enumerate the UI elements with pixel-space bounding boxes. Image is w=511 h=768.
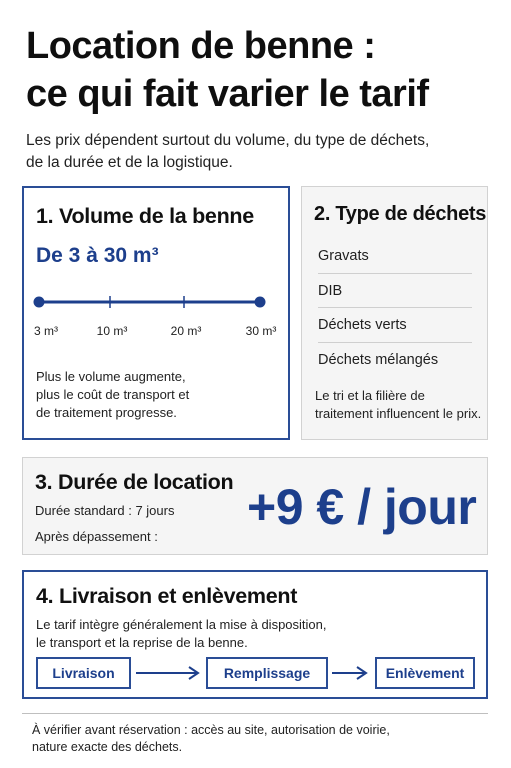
delivery-heading: 4. Livraison et enlèvement [36, 584, 298, 608]
step-remplissage: Remplissage [206, 657, 328, 689]
volume-heading: 1. Volume de la benne [36, 204, 254, 228]
waste-list [318, 239, 472, 377]
volume-scale-label-30: 30 m³ [245, 324, 277, 338]
duration-standard: Durée standard : 7 jours [35, 503, 175, 518]
volume-scale-label-3: 3 m³ [34, 324, 58, 338]
footer-note [32, 722, 390, 756]
waste-description [315, 387, 481, 423]
footer-note-line-1: À vérifier avant réservation : accès au site, autorisation de voirie, [32, 723, 390, 737]
duration-price: +9 € / jour [247, 479, 477, 535]
duration-overrun: Après dépassement : [35, 529, 158, 544]
delivery-description-line-1: Le tarif intègre généralement la mise à disposition, [36, 617, 327, 632]
duration-card [22, 457, 488, 555]
waste-item-dechets-verts: Déchets verts [318, 308, 472, 343]
volume-scale-end-dot [255, 297, 266, 308]
delivery-card [22, 570, 488, 699]
arrow-right-icon [330, 664, 372, 682]
volume-card [22, 186, 290, 440]
waste-heading: 2. Type de déchets [314, 203, 487, 225]
volume-range: De 3 à 30 m³ [36, 244, 159, 267]
volume-scale [24, 288, 288, 338]
waste-item-dib: DIB [318, 274, 472, 309]
page-title [26, 22, 496, 118]
volume-description-line-2: plus le coût de transport et [36, 387, 190, 402]
step-livraison: Livraison [36, 657, 131, 689]
volume-description-line-3: de traitement progresse. [36, 405, 177, 420]
page-subtitle-line-1: Les prix dépendent surtout du volume, du type de déchets, [26, 132, 430, 149]
delivery-description [36, 616, 327, 652]
volume-scale-label-20: 20 m³ [170, 324, 202, 338]
delivery-description-line-2: le transport et la reprise de la benne. [36, 635, 248, 650]
volume-description-line-1: Plus le volume augmente, [36, 369, 186, 384]
page-title-line-1: Location de benne : [26, 25, 376, 67]
page-title-line-2: ce qui fait varier le tarif [26, 73, 429, 115]
footer-divider [22, 713, 488, 714]
waste-type-card [301, 186, 488, 440]
waste-description-line-2: traitement influencent le prix. [315, 406, 482, 421]
waste-item-dechets-melanges: Déchets mélangés [318, 351, 439, 368]
waste-item-gravats: Gravats [318, 239, 472, 274]
waste-description-line-1: Le tri et la filière de [315, 388, 425, 403]
page-subtitle-line-2: de la durée et de la logistique. [26, 154, 233, 171]
duration-heading: 3. Durée de location [35, 470, 234, 494]
arrow-right-icon [134, 664, 204, 682]
footer-note-line-2: nature exacte des déchets. [32, 740, 183, 754]
volume-description [36, 368, 189, 422]
volume-scale-label-10: 10 m³ [96, 324, 128, 338]
step-enlevement: Enlèvement [375, 657, 475, 689]
volume-scale-start-dot [34, 297, 45, 308]
page-subtitle [26, 130, 496, 174]
